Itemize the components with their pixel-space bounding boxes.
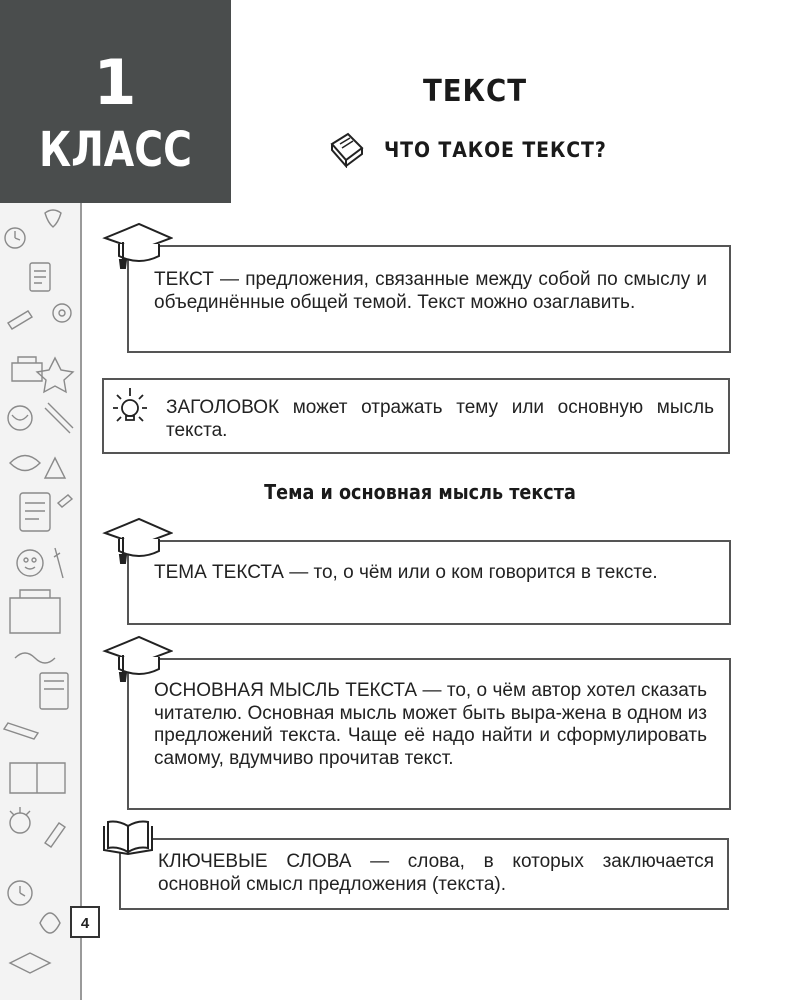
grade-number: 1	[93, 46, 138, 119]
definition-box-topic	[127, 540, 731, 625]
open-book-icon	[100, 820, 156, 858]
graduation-cap-icon	[101, 633, 173, 685]
definition-box-main-idea	[127, 658, 731, 810]
section-heading: Тема и основная мысль текста	[264, 480, 576, 504]
page-number: 4	[70, 906, 100, 938]
grade-label: КЛАСС	[38, 122, 193, 178]
heading-definition: ЗАГОЛОВОК может отражать тему или основную мысль текста.	[166, 397, 714, 441]
topic-definition: ТЕМА ТЕКСТА — то, о чём или о ком говорится в тексте.	[154, 562, 658, 583]
definition-box-heading	[102, 378, 730, 454]
main-idea-definition: ОСНОВНАЯ МЫСЛЬ ТЕКСТА — то, о чём автор хотел сказать читателю. Основная мысль может быть выра-жена в одном из предложений текста. Чаще её надо найти и сформулировать самому, вдумчиво прочитав текст.	[154, 680, 707, 769]
subtitle: ЧТО ТАКОЕ ТЕКСТ?	[384, 138, 607, 162]
keywords-definition: КЛЮЧЕВЫЕ СЛОВА — слова, в которых заключается основной смысл предложения (текста).	[158, 851, 714, 895]
lightbulb-icon	[112, 388, 148, 432]
graduation-cap-icon	[101, 220, 173, 272]
notebook-icon	[328, 130, 366, 168]
grade-block	[0, 0, 231, 203]
doodle-border	[0, 203, 82, 1000]
page-title: ТЕКСТ	[423, 74, 527, 109]
definition-box-text	[127, 245, 731, 353]
definition-text: ТЕКСТ — предложения, связанные между собой по смыслу и объединённые общей темой. Текст можно озаглавить.	[154, 269, 707, 313]
graduation-cap-icon	[101, 515, 173, 567]
definition-box-keywords	[119, 838, 729, 910]
